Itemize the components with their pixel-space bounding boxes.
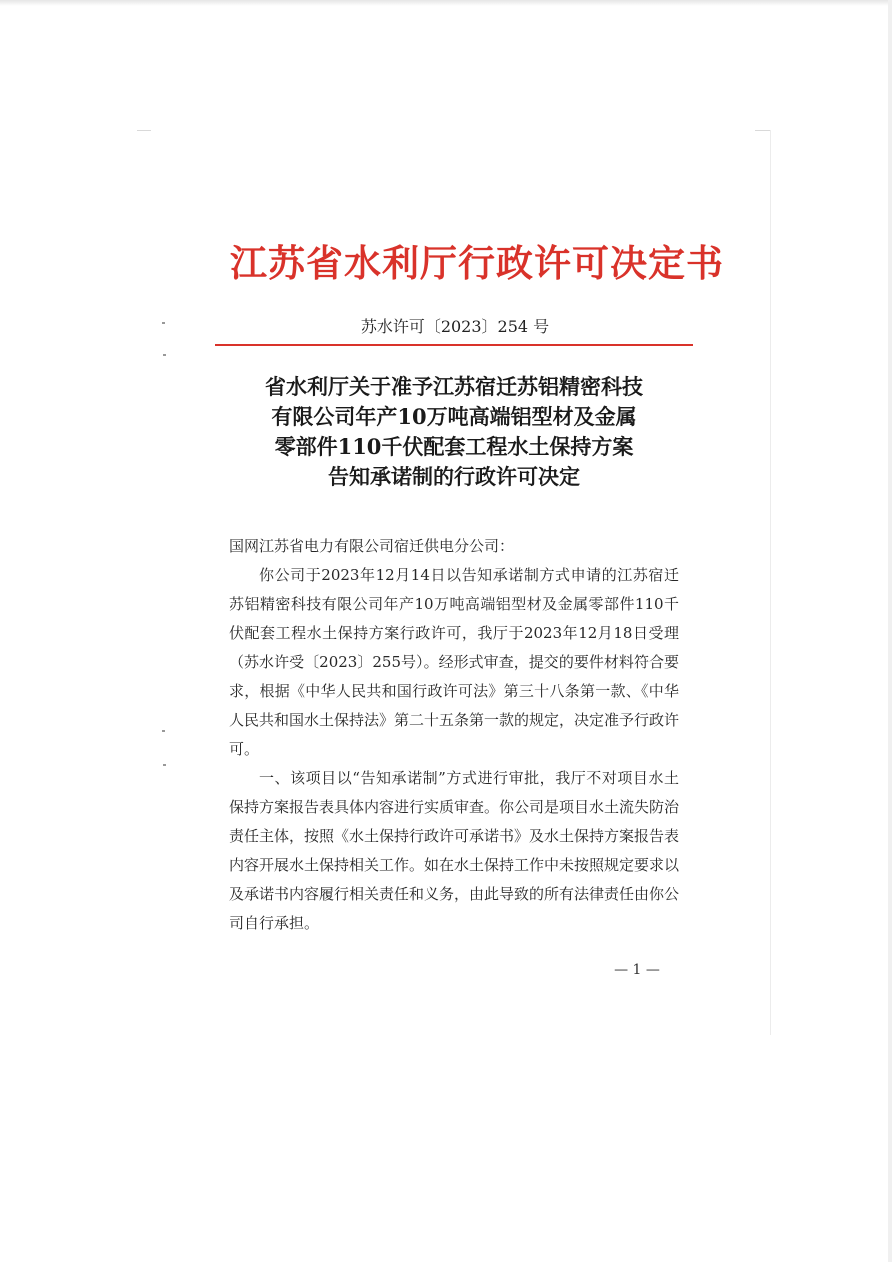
document-title: 江苏省水利厅行政许可决定书: [230, 241, 724, 285]
addressee: 国网江苏省电力有限公司宿迁供电分公司：: [229, 537, 515, 555]
subject-line: 省水利厅关于准予江苏宿迁苏铝精密科技: [265, 374, 643, 399]
scan-frame-mark: [755, 130, 771, 131]
subject-line: 告知承诺制的行政许可决定: [328, 464, 580, 489]
scan-frame-edge: [770, 130, 771, 1035]
red-divider-line: [215, 344, 693, 346]
scan-speck: [162, 322, 165, 324]
subject-line: 零部件110千伏配套工程水土保持方案: [274, 434, 634, 459]
document-number: 苏水许可〔2023〕254 号: [360, 317, 550, 336]
scan-speck: [163, 354, 166, 356]
document-subject: [215, 372, 693, 492]
subject-line: 有限公司年产10万吨高端铝型材及金属: [271, 404, 637, 429]
page-edge-right: [888, 0, 892, 1262]
scan-speck: [163, 764, 166, 766]
scan-speck: [162, 730, 165, 732]
document-body: [229, 532, 679, 938]
page-number: — 1 —: [614, 962, 660, 978]
body-paragraph: 一、该项目以“告知承诺制”方式进行审批，我厅不对项目水土保持方案报告表具体内容进行实质审查。你公司是项目水土流失防治责任主体，按照《水土保持行政许可承诺书》及水土保持方案报告表内容开展水土保持相关工作。如在水土保持工作中未按照规定要求以及承诺书内容履行相关责任和义务，由此导致的所有法律责任由你公司自行承担。: [229, 769, 680, 932]
scan-frame-mark: [137, 130, 151, 131]
body-paragraph: 你公司于2023年12月14日以告知承诺制方式申请的江苏宿迁苏铝精密科技有限公司年产10万吨高端铝型材及金属零部件110千伏配套工程水土保持方案行政许可，我厅于2023年12月18日受理（苏水许受〔2023〕255号）。经形式审查，提交的要件材料符合要求，根据《中华人民共和国行政许可法》第三十八条第一款、《中华人民共和国水土保持法》第二十五条第一款的规定，决定准予行政许可。: [229, 566, 680, 758]
page-edge-top: [0, 0, 892, 6]
